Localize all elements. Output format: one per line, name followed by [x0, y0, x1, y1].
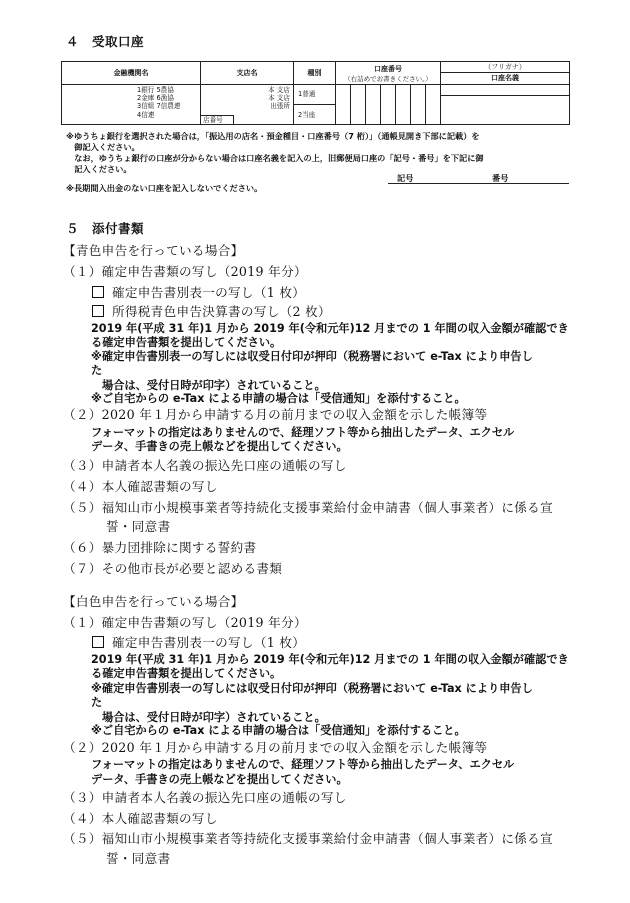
white-bold4: た	[91, 696, 103, 709]
branch-type-options: 本 支店 本 支店 出張所	[268, 86, 290, 111]
blue-bold2: る確定申告書類を提出してください。	[91, 336, 282, 349]
type-futsu: 1普通	[298, 90, 316, 98]
section5-title: ５ 添付書類	[66, 221, 145, 236]
blue-bold4: た	[91, 364, 103, 377]
white-item5b: 誓・同意書	[106, 851, 171, 866]
account-holder-header	[441, 62, 570, 85]
white-item1: （１）確定申告書類の写し（2019 年分）	[63, 615, 307, 630]
checkbox-icon[interactable]	[92, 636, 104, 648]
bank-account-table	[61, 61, 570, 125]
white-bold5: 場合は、受付日時が印字）されていること。	[102, 711, 326, 724]
blue-check1: 確定申告書別表一の写し（1 枚）	[92, 282, 305, 301]
account-digit-3[interactable]	[366, 85, 381, 125]
account-digit-2[interactable]	[351, 85, 366, 125]
white-heading: 【白色申告を行っている場合】	[63, 594, 244, 609]
blue-item6: （６）暴力団排除に関する誓約書	[63, 540, 257, 555]
account-number-header: 口座番号 （右詰めでお書きください。）	[336, 62, 441, 85]
bank-name-cell[interactable]	[62, 85, 201, 125]
account-digit-1[interactable]	[336, 85, 351, 125]
kigo-label: 記号	[397, 173, 414, 183]
white-bold1: 2019 年(平成 31 年)1 月から 2019 年(令和元年)12 月までの 1 年間の収入金額が確認でき	[91, 653, 569, 666]
account-type-cell[interactable]	[294, 85, 336, 125]
yucho-note: ※ゆうちょ銀行を選択された場合は，「振込用の店名・預金種目・口座番号（7 桁）」（通帳見開き下部に記載）を 御記入ください。 なお，ゆうちょ銀行の口座が分からない場合は口座名義を記入の上，旧郵便局口座の「記号・番号」を下記に御 記入ください。	[66, 131, 484, 174]
holder-label: 口座名義	[491, 74, 520, 82]
account-number-subheader: （右詰めでお書きください。）	[344, 74, 432, 83]
account-holder-cell[interactable]	[441, 85, 570, 125]
branch-name-header: 支店名	[201, 62, 294, 85]
branch-name-cell[interactable]	[201, 85, 294, 125]
blue-bold7: フォーマットの指定はありませんので、経理ソフト等から抽出したデータ、エクセル	[91, 426, 515, 439]
furigana-label: （フリガナ）	[441, 62, 569, 73]
blue-check2: 所得税青色申告決算書の写し（2 枚）	[92, 301, 331, 320]
white-item2: （２）2020 年１月から申請する月の前月までの収入金額を示した帳簿等	[63, 740, 488, 755]
account-digit-7[interactable]	[426, 85, 441, 125]
store-number-label: 店番号	[201, 115, 234, 124]
white-item3: （３）申請者本人名義の振込先口座の通帳の写し	[63, 790, 347, 805]
bank-name-header: 金融機関名	[62, 62, 201, 85]
white-item5a: （５）福知山市小規模事業者等持続化支援事業給付金申請書（個人事業者）に係る宣	[63, 831, 553, 846]
blue-bold3: ※確定申告書別表一の写しには収受日付印が押印（税務署において e-Tax により申告し	[91, 350, 533, 363]
white-bold8: データ、手書きの売上帳などを提出してください。	[91, 773, 348, 786]
blue-heading: 【青色申告を行っている場合】	[63, 243, 244, 258]
white-bold3: ※確定申告書別表一の写しには収受日付印が押印（税務署において e-Tax により申告し	[91, 682, 533, 695]
account-digit-5[interactable]	[396, 85, 411, 125]
account-digit-6[interactable]	[411, 85, 426, 125]
section4-title: ４ 受取口座	[66, 34, 145, 49]
white-item4: （４）本人確認書類の写し	[63, 811, 218, 826]
blue-item4: （４）本人確認書類の写し	[63, 479, 218, 494]
white-bold6: ※ご自宅からの e-Tax による申請の場合は「受信通知」を添付すること。	[91, 724, 466, 737]
blue-item1: （１）確定申告書類の写し（2019 年分）	[63, 264, 307, 279]
kigo-bango-field[interactable]	[388, 183, 569, 184]
white-bold7: フォーマットの指定はありませんので、経理ソフト等から抽出したデータ、エクセル	[91, 758, 515, 771]
bank-type-options: 1銀行 5農協 2金庫 6漁協 3信組 7信農連 4信連	[137, 86, 181, 119]
white-check1: 確定申告書別表一の写し（1 枚）	[92, 632, 305, 651]
account-digit-4[interactable]	[381, 85, 396, 125]
checkbox-icon[interactable]	[92, 305, 104, 317]
blue-bold5: 場合は、受付日時が印字）されていること。	[102, 379, 326, 392]
type-toza: 2当座	[298, 111, 316, 119]
blue-item2: （２）2020 年１月から申請する月の前月までの収入金額を示した帳簿等	[63, 407, 488, 422]
white-bold2: る確定申告書類を提出してください。	[91, 667, 282, 680]
long-term-note: ※長期間入出金のない口座を記入しないでください。	[66, 183, 263, 193]
blue-item3: （３）申請者本人名義の振込先口座の通帳の写し	[63, 458, 347, 473]
bango-label: 番号	[492, 173, 509, 183]
account-type-header: 種別	[294, 62, 336, 85]
blue-bold6: ※ご自宅からの e-Tax による申請の場合は「受信通知」を添付すること。	[91, 392, 466, 405]
blue-item5a: （５）福知山市小規模事業者等持続化支援事業給付金申請書（個人事業者）に係る宣	[63, 500, 553, 515]
blue-bold8: データ、手書きの売上帳などを提出してください。	[91, 440, 348, 453]
blue-item5b: 誓・同意書	[106, 519, 171, 534]
blue-item7: （７）その他市長が必要と認める書類	[63, 561, 283, 576]
checkbox-icon[interactable]	[92, 286, 104, 298]
blue-bold1: 2019 年(平成 31 年)1 月から 2019 年(令和元年)12 月までの 1 年間の収入金額が確認でき	[91, 322, 569, 335]
